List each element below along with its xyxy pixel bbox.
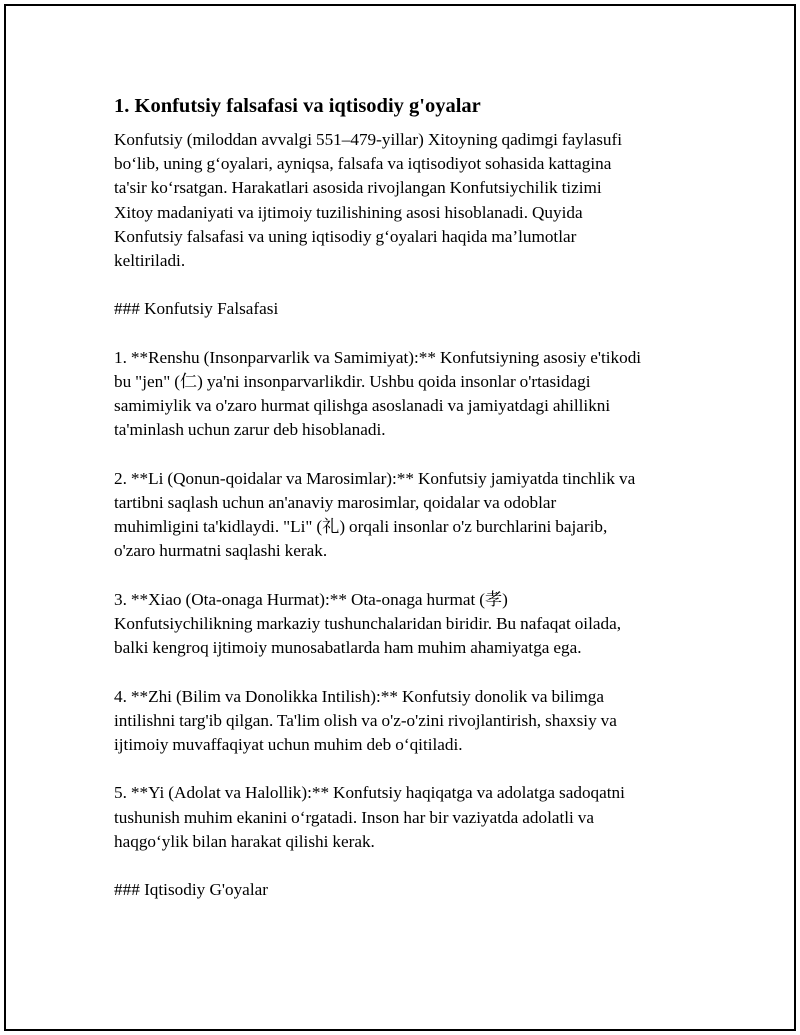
text-line: muhimligini ta'kidlaydi. "Li" (礼) orqali insonlar o'z burchlarini bajarib, (114, 517, 608, 537)
text-line: 4. **Zhi (Bilim va Donolikka Intilish):** Konfutsiy donolik va bilimga (114, 686, 604, 706)
text-line: 5. **Yi (Adolat va Halollik):** Konfutsiy haqiqatga va adolatga sadoqatni (114, 783, 625, 803)
section-heading-philosophy: ### Konfutsiy Falsafasi (114, 299, 279, 319)
text-line: o'zaro hurmatni saqlashi kerak. (114, 541, 328, 561)
text-line: tushunish muhim ekanini o‘rgatadi. Inson har bir vaziyatda adolatli va (114, 807, 595, 827)
list-item (114, 588, 694, 661)
list-item (114, 781, 694, 854)
text-line: Xitoy madaniyati va ijtimoiy tuzilishining asosi hisoblanadi. Quyida (114, 202, 583, 222)
text-line: samimiylik va o'zaro hurmat qilishga asoslanadi va jamiyatdagi ahillikni (114, 396, 611, 416)
text-line: bo‘lib, uning g‘oyalari, ayniqsa, falsafa va iqtisodiyot sohasida kattagina (114, 154, 612, 174)
text-line: ta'sir ko‘rsatgan. Harakatlari asosida rivojlangan Konfutsiychilik tizimi (114, 178, 602, 198)
intro-paragraph (114, 128, 694, 273)
text-line: 3. **Xiao (Ota-onaga Hurmat):** Ota-onaga hurmat (孝) (114, 589, 508, 609)
text-line: keltiriladi. (114, 251, 186, 271)
text-line: bu "jen" (仁) ya'ni insonparvarlikdir. Ushbu qoida insonlar o'rtasidagi (114, 372, 591, 391)
section-heading-economics: ### Iqtisodiy G'oyalar (114, 880, 268, 900)
text-line: balki kengroq ijtimoiy munosabatlarda ham muhim ahamiyatga ega. (114, 638, 582, 658)
text-line: Konfutsiy (miloddan avvalgi 551–479-yillar) Xitoyning qadimgi faylasufi (114, 130, 623, 149)
text-line: 2. **Li (Qonun-qoidalar va Marosimlar):** Konfutsiy jamiyatda tinchlik va (114, 468, 636, 488)
list-item (114, 346, 694, 443)
list-item (114, 685, 694, 758)
text-line: 1. **Renshu (Insonparvarlik va Samimiyat):** Konfutsiyning asosiy e'tikodi (114, 347, 642, 367)
document-body (114, 92, 694, 927)
list-item (114, 467, 694, 564)
text-line: ijtimoiy muvaffaqiyat uchun muhim deb o‘qitiladi. (114, 735, 463, 754)
text-line: Konfutsiychilikning markaziy tushunchalaridan biridir. Bu nafaqat oilada, (114, 614, 622, 633)
document-title: 1. Konfutsiy falsafasi va iqtisodiy g'oyalar (114, 95, 481, 117)
text-line: haqgo‘ylik bilan harakat qilishi kerak. (114, 831, 375, 851)
text-line: tartibni saqlash uchun an'anaviy marosimlar, qoidalar va odoblar (114, 493, 557, 512)
text-line: Konfutsiy falsafasi va uning iqtisodiy g‘oyalari haqida ma’lumotlar (114, 226, 577, 246)
text-line: intilishni targ'ib qilgan. Ta'lim olish va o'z-o'zini rivojlantirish, shaxsiy va (114, 710, 617, 730)
text-line: ta'minlash uchun zarur deb hisoblanadi. (114, 420, 386, 440)
